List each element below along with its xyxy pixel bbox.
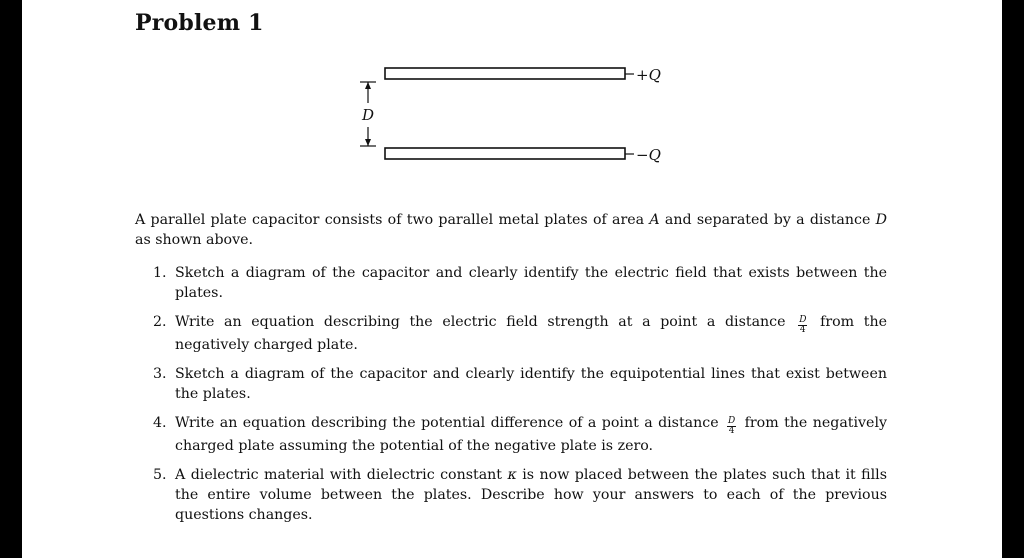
- distance-variable: D: [875, 212, 887, 228]
- bottom-charge-label: −Q: [636, 146, 661, 164]
- problem-body: [135, 210, 887, 525]
- area-variable: A: [649, 212, 660, 228]
- list-item: 4. Write an equation describing the potential difference of a point a distance $\frac{D}{4}$ from the negatively charged plate assuming the potential of the negative plate is zero.: [153, 415, 887, 454]
- top-charge-label: +Q: [636, 66, 661, 84]
- intro-paragraph: A parallel plate capacitor consists of two parallel metal plates of area A and separated by a distance D as shown above.: [135, 212, 887, 248]
- fraction: $\frac{D}{4}$: [799, 315, 807, 335]
- problem-title: Problem 1: [135, 10, 264, 36]
- list-item: 2. Write an equation describing the electric field strength at a point a distance $\frac{D}{4}$ from the negatively charged plate.: [153, 314, 887, 353]
- capacitor-diagram: [22, 0, 1002, 200]
- document-page: [22, 0, 1002, 558]
- list-item: 3. Sketch a diagram of the capacitor and clearly identify the equipotential lines that exist between the plates.: [153, 366, 887, 402]
- separation-label: D: [362, 106, 375, 124]
- kappa-symbol: κ: [507, 467, 517, 483]
- top-plate: [385, 68, 625, 79]
- list-item: 1. Sketch a diagram of the capacitor and clearly identify the electric field that exists between the plates.: [153, 265, 887, 301]
- bottom-plate: [385, 148, 625, 159]
- fraction: $\frac{D}{4}$: [728, 416, 736, 436]
- list-item: 5. A dielectric material with dielectric constant κ is now placed between the plates such that it fills the entire volume between the plates. Describe how your answers to each of the previous questions changes.: [153, 467, 887, 523]
- question-list: [135, 263, 887, 525]
